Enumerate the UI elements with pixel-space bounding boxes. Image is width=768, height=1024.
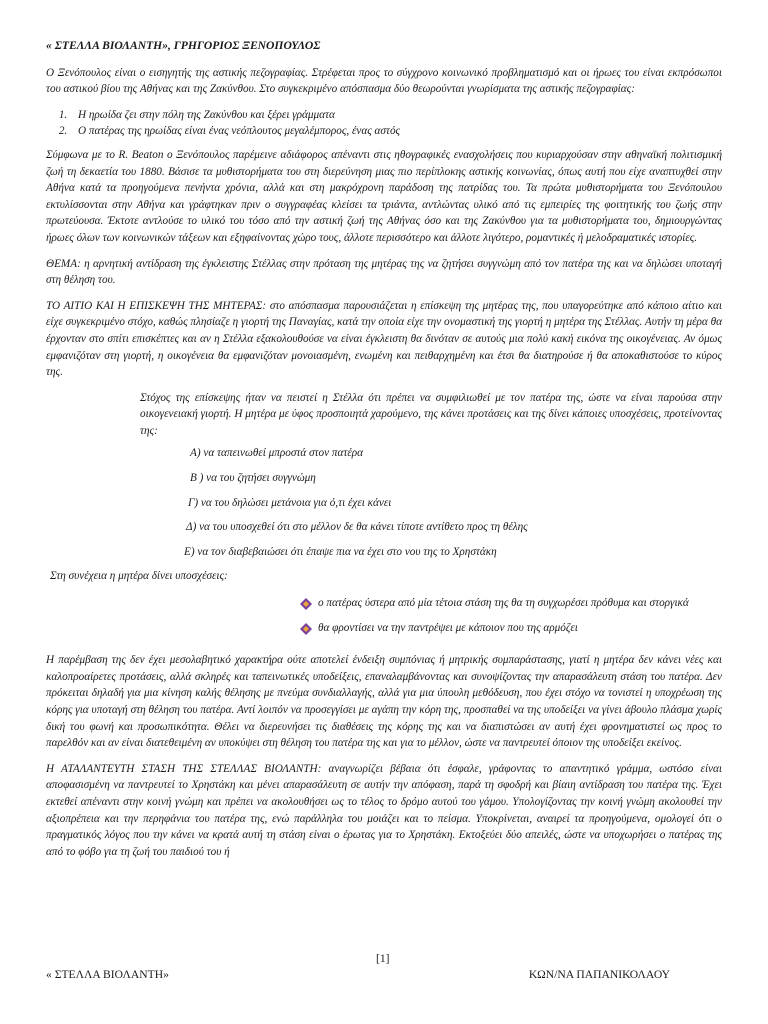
option-d: Δ) να του υποσχεθεί ότι στο μέλλον δε θα κάνει τίποτε αντίθετο προς τη θέλης bbox=[186, 521, 528, 534]
page-number: [1] bbox=[376, 952, 390, 965]
promises-list bbox=[300, 595, 722, 640]
promise-text: θα φροντίσει να την παντρέψει με κάποιον που της αρμόζει bbox=[318, 621, 578, 634]
list-item: 2. Ο πατέρας της ηρωίδας είναι ένας νεόπλουτος μεγαλέμπορος, ένας αστός bbox=[70, 123, 722, 140]
option-e: Ε) να τον διαβεβαιώσει ότι έπαψε πια να έχει στο νου της το Χρηστάκη bbox=[184, 545, 497, 558]
footer-title: « ΣΤΕΛΛΑ ΒΙΟΛΑΝΤΗ» bbox=[46, 968, 169, 981]
list-item bbox=[300, 620, 722, 641]
footer-author: ΚΩΝ/ΝΑ ΠΑΠΑΝΙΚΟΛΑΟΥ bbox=[528, 968, 670, 981]
features-list bbox=[46, 107, 722, 140]
promises-intro: Στη συνέχεια η μητέρα δίνει υποσχέσεις: bbox=[50, 570, 228, 583]
option-b: Β ) να του ζητήσει συγγνώμη bbox=[190, 472, 316, 485]
options-list bbox=[140, 445, 722, 560]
document-page bbox=[46, 38, 722, 860]
promise-text: ο πατέρας ύστερα από μία τέτοια στάση της θα τη συγχωρέσει πρόθυμα και στοργικά bbox=[318, 597, 689, 610]
theme-paragraph: ΘΕΜΑ: η αρνητική αντίδραση της έγκλειστης Στέλλας στην πρόταση της μητέρας της να ζητήσει συγγνώμη από τον πατέρα της και να δηλώσει υποταγή στη θέληση του. bbox=[46, 257, 722, 287]
list-item bbox=[300, 595, 722, 616]
goal-block bbox=[140, 390, 722, 561]
beaton-paragraph: Σύμφωνα με το R. Beaton ο Ξενόπουλος παρέμεινε αδιάφορος απέναντι στις ηθογραφικές ενασχολήσεις που κυριαρχούσαν στην αθηναϊκή πολιτισμική ζωή τη δεκαετία του 1880. Βάσισε τα μυθιστορήματα του στη διερεύνηση μιας πιο περίπλοκης αστικής κοινωνίας, όπως αυτή που είχε αναπτυχθεί στην Αθήνα κατά τα προηγούμενα πενήντα χρόνια, αλλά και στη μακρόχρονη παράδοση της πατρίδας του. Τα πρώτα μυθιστορήματα του Ξενόπουλου εκτυλίσσονται στην Αθήνα και γράφτηκαν πριν ο συγγραφέας κλείσει τα τριάντα, αντλώντας υλικό από τις εμπειρίες της φοιτητικής του ζωής στην πρωτεύουσα. Έκτοτε αντλούσε το υλικό του τόσο από την αστική ζωή της Αθήνας όσο και της Ζακύνθου για τα μυθιστορήματα του, δημιουργώντας ήρωες όλων των κοινωνικών τάξεων και εξηφαίνοντας χώρο τους, άλλοτε περισσότερο και άλλοτε λιγότερο, ρομαντικές ή μελοδραματικές ιστορίες. bbox=[46, 148, 722, 244]
list-item: 1. Η ηρωίδα ζει στην πόλη της Ζακύνθου και ξέρει γράμματα bbox=[70, 107, 722, 124]
stance-paragraph: Η ΑΤΑΛΑΝΤΕΥΤΗ ΣΤΑΣΗ ΤΗΣ ΣΤΕΛΛΑΣ ΒΙΟΛΑΝΤΗ: αναγνωρίζει βέβαια ότι έσφαλε, γράφοντας το απαντητικό γράμμα, ωστόσο είναι αποφασισμένη να παντρευτεί το Χρηστάκη και μένει απαρασάλευτη σε αυτήν την απόφαση, παρά τη σφοδρή και βίαιη αντίδραση του πατέρα της. Έχει εκτεθεί απέναντι στην κοινή γνώμη και πρέπει να ακολουθήσει ως το τέλος το δρόμο αυτού του γάμου. Υπολογίζοντας την κοινή γνώμη ακολουθεί την αξιοπρέπεια και την περηφάνια του πατέρα της, ενώ παράλληλα του μοιάζει και το πείσμα. Υποκρίνεται, αναιρεί τα προηγούμενα, ομολογεί ότι ο πραγματικός λόγος που την κάνει να κρατά αυτή τη στάση είναι ο έρωτας για το Χρηστάκη. Εκτοξεύει δύο απειλές, ώστε να υποχωρήσει ο πατέρας της από το φόβο για τη ζωή του παιδιού του ή bbox=[46, 762, 722, 858]
purple-diamond-bullet-icon bbox=[300, 595, 318, 616]
purple-diamond-bullet-icon bbox=[300, 620, 318, 641]
option-a: Α) να ταπεινωθεί μπροστά στον πατέρα bbox=[190, 447, 364, 460]
document-title: « ΣΤΕΛΛΑ ΒΙΟΛΑΝΤΗ», ΓΡΗΓΟΡΙΟΣ ΞΕΝΟΠΟΥΛΟΣ bbox=[46, 39, 321, 52]
intro-paragraph: Ο Ξενόπουλος είναι ο εισηγητής της αστικής πεζογραφίας. Στρέφεται προς το σύγχρονο κοινωνικό προβληματισμό και οι ήρωες του είναι εκπρόσωποι του αστικού βίου της Αθήνας και της Ζακύνθου. Στο συγκεκριμένο απόσπασμα δύο θεωρούνται γνωρίσματα της αστικής πεζογραφίας: bbox=[46, 66, 722, 96]
goal-paragraph: Στόχος της επίσκεψης ήταν να πειστεί η Στέλλα ότι πρέπει να συμφιλιωθεί με τον πατέρα της, ώστε να είναι παρούσα στην οικογενειακή γιορτή. Η μητέρα με ύφος προσποιητά χαρούμενο, της κάνει προτάσεις και της δίνει κάποιες υποσχέσεις, προτείνοντας της: bbox=[140, 391, 722, 437]
intervention-paragraph: Η παρέμβαση της δεν έχει μεσολαβητικό χαρακτήρα ούτε αποτελεί ένδειξη συμπόνιας ή μητρικής συμπαράστασης, γιατί η μητέρα δεν κάνει νέες και καλοπροαίρετες προτάσεις, αλλά σκληρές και ταπεινωτικές υποδείξεις, επαναλαμβάνοντας και συνοψίζοντας την απαρασάλευτη στάση του πατέρα. Δεν πρόκειται δηλαδή για μια κίνηση καλής θέλησης με πνεύμα συνδιαλλαγής, αλλά για μια ύπουλη μεθόδευση, που έχει στόχο να τονιστεί η υποχρέωση της κόρης για υποταγή στη θέληση του πατέρα. Αντί λοιπόν να προσεγγίσει με αγάπη την κόρη της, προσπαθεί να της υποδείξει να γίνει άβουλο πλάσμα χωρίς δική του φωνή και προσωπικότητα. Θέλει να διερευνήσει τις διαθέσεις της κόρης της και να διαπιστώσει αν αυτή έχει φρονηματιστεί ως προς το παρελθόν και αν είναι διατεθειμένη αν υποκύψει στη θέληση του πατέρα της και για το μέλλον, ώστε να παντρευτεί όποιον της υποδείξει εκείνος. bbox=[46, 654, 722, 750]
cause-paragraph: ΤΟ ΑΙΤΙΟ ΚΑΙ Η ΕΠΙΣΚΕΨΗ ΤΗΣ ΜΗΤΕΡΑΣ: στο απόσπασμα παρουσιάζεται η επίσκεψη της μητέρας της, που υπαγορεύτηκε από κάποιο αίτιο και είχε συγκεκριμένο στόχο, καθώς πλησίαζε η γιορτή της Παναγίας, κατά την οποία είχε την ονομαστική της γιορτή η μητέρα της Στέλλας. Αυτήν τη μέρα θα έρχονταν στο σπίτι επισκέπτες και αν η Στέλλα εξακολουθούσε να είναι έγκλειστη θα δινόταν σε αυτούς μια πολύ κακή εικόνα της οικογένειας. Αν όμως εμφανιζόταν στη γιορτή, η οικογένεια θα εμφανιζόταν μονοιασμένη, ενωμένη και πειθαρχημένη και έτσι θα διατηρούσε ή θα αποκαθιστούσε το κύρος της. bbox=[46, 299, 722, 379]
option-c: Γ) να του δηλώσει μετάνοια για ό,τι έχει κάνει bbox=[188, 496, 392, 509]
